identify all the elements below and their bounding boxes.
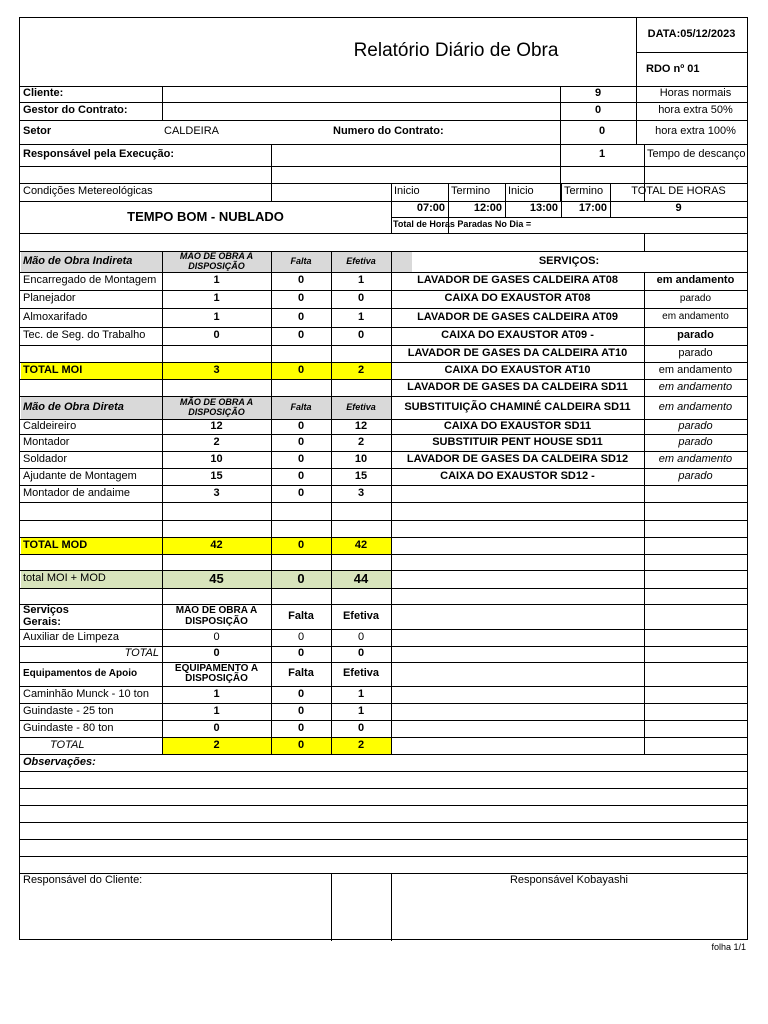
equip-total-label: TOTAL — [50, 738, 85, 751]
time-start1: 07:00 — [416, 202, 445, 215]
mod-row-name: Ajudante de Montagem — [23, 469, 137, 482]
mod-row-name: Montador de andaime — [23, 486, 131, 499]
sg-col-falta: Falta — [288, 609, 314, 622]
moi-total-falta: 0 — [297, 363, 305, 376]
mod-row-name: Soldador — [23, 452, 68, 465]
equip-row-falta: 0 — [297, 687, 305, 700]
weather-value: TEMPO BOM - NUBLADO — [127, 209, 284, 225]
service-name: LAVADOR DE GASES CALDEIRA AT08 — [417, 274, 618, 287]
moi-row-falta: 0 — [297, 292, 305, 305]
moi-row-falta: 0 — [297, 274, 305, 287]
rdo-number: RDO nº 01 — [646, 63, 700, 76]
moi-row-falta: 0 — [297, 310, 305, 323]
end1-label: Termino — [451, 185, 491, 198]
setor-value: CALDEIRA — [164, 125, 220, 138]
equip-row-name: Guindaste - 80 ton — [23, 721, 114, 734]
service-name: LAVADOR DE GASES DA CALDEIRA SD12 — [406, 452, 629, 465]
mod-total-label: TOTAL MOD — [23, 538, 88, 551]
service-name: CAIXA DO EXAUSTOR SD12 - — [440, 469, 595, 482]
moi-row-disp: 1 — [213, 292, 220, 305]
mod-row-efetiva: 10 — [354, 452, 368, 465]
servicos-title: SERVIÇOS: — [538, 254, 600, 267]
service-status: em andamento — [658, 400, 733, 413]
equip-row-efetiva: 0 — [357, 721, 365, 734]
mod-row-falta: 0 — [297, 469, 305, 482]
servicos-gerais-title: Serviços Gerais: — [23, 604, 69, 628]
hours-extra100-value: 0 — [598, 125, 606, 138]
moi-row-name: Encarregado de Montagem — [23, 274, 157, 287]
service-name: SUBSTITUIÇÃO CHAMINÉ CALDEIRA SD11 — [404, 400, 631, 413]
mod-row-name: Caldeireiro — [23, 419, 77, 432]
service-name: CAIXA DO EXAUSTOR SD11 — [443, 419, 592, 432]
mod-row-efetiva: 3 — [357, 486, 365, 499]
equip-col-disp: EQUIPAMENTO A DISPOSIÇÃO — [174, 662, 259, 684]
mod-row-falta: 0 — [297, 486, 305, 499]
sg-col-efetiva: Efetiva — [342, 609, 380, 622]
grand-total-falta: 0 — [297, 571, 305, 587]
grand-total-label: total MOI + MOD — [23, 572, 106, 585]
equip-col-efetiva: Efetiva — [342, 667, 380, 680]
service-status: em andamento — [656, 274, 735, 287]
setor-label: Setor — [23, 125, 52, 138]
equip-total-falta: 0 — [297, 738, 305, 751]
equip-row-name: Guindaste - 25 ton — [23, 704, 114, 717]
moi-col-efetiva: Efetiva — [346, 255, 376, 266]
company-signature-label: Responsável Kobayashi — [509, 874, 629, 887]
sg-total-label: TOTAL — [124, 647, 159, 660]
weather-label: Condições Metereológicas — [23, 185, 153, 198]
mod-row-disp: 10 — [210, 452, 223, 465]
moi-title: Mão de Obra Indireta — [23, 254, 133, 267]
moi-row-efetiva: 0 — [357, 329, 365, 342]
service-name: LAVADOR DE GASES CALDEIRA AT09 — [417, 310, 618, 323]
moi-row-name: Almoxarifado — [23, 310, 88, 323]
equip-total-disp: 2 — [213, 738, 220, 751]
moi-total-disp: 3 — [213, 363, 220, 376]
moi-row-disp: 0 — [213, 329, 220, 342]
client-signature-label: Responsável do Cliente: — [23, 874, 143, 887]
service-name: SUBSTITUIR PENT HOUSE SD11 — [432, 435, 603, 448]
cliente-label: Cliente: — [23, 87, 64, 100]
report-title: Relatório Diário de Obra — [353, 40, 559, 62]
equip-title: Equipamentos de Apoio — [23, 667, 138, 679]
moi-row-falta: 0 — [297, 329, 305, 342]
mod-col-disp: MÃO DE OBRA A DISPOSIÇÃO — [179, 397, 254, 417]
moi-row-efetiva: 1 — [357, 274, 365, 287]
time-end2: 17:00 — [578, 202, 607, 215]
service-name: LAVADOR DE GASES DA CALDEIRA AT10 — [407, 346, 628, 359]
mod-total-efetiva: 42 — [354, 538, 368, 551]
grand-total-disp: 45 — [209, 571, 224, 587]
mod-row-efetiva: 12 — [354, 419, 368, 432]
equip-row-name: Caminhão Munck - 10 ton — [23, 687, 149, 700]
gestor-label: Gestor do Contrato: — [23, 104, 128, 117]
moi-row-disp: 1 — [213, 310, 220, 323]
service-status: em andamento — [658, 452, 733, 465]
service-status: em andamento — [658, 363, 733, 376]
equip-total-efetiva: 2 — [357, 738, 365, 751]
mod-col-falta: Falta — [290, 401, 312, 412]
service-status: parado — [679, 292, 712, 304]
sg-row-disp: 0 — [213, 630, 220, 643]
service-status: parado — [678, 346, 713, 359]
rest-time-value: 1 — [598, 148, 606, 161]
moi-total-label: TOTAL MOI — [23, 363, 83, 376]
mod-row-falta: 0 — [297, 419, 305, 432]
rest-time-label: Tempo de descanço — [647, 148, 746, 161]
total-hours-value: 9 — [675, 202, 682, 215]
hours-extra100-label: hora extra 100% — [655, 125, 736, 138]
mod-col-efetiva: Efetiva — [346, 401, 376, 412]
page-footer: folha 1/1 — [711, 942, 746, 952]
mod-row-disp: 12 — [210, 419, 223, 432]
mod-row-efetiva: 15 — [354, 469, 368, 482]
service-status: parado — [678, 435, 713, 448]
sg-col-disp: MÃO DE OBRA A DISPOSIÇÃO — [175, 605, 258, 627]
moi-row-name: Planejador — [23, 292, 76, 305]
service-name: CAIXA DO EXAUSTOR AT08 — [444, 292, 591, 305]
sg-row-falta: 0 — [297, 630, 305, 643]
sg-row-efetiva: 0 — [357, 630, 365, 643]
moi-col-falta: Falta — [290, 255, 312, 266]
service-name: CAIXA DO EXAUSTOR AT10 — [444, 363, 591, 376]
hours-normal-value: 9 — [594, 87, 602, 100]
equip-row-efetiva: 1 — [357, 704, 365, 717]
equip-row-falta: 0 — [297, 721, 305, 734]
moi-row-name: Tec. de Seg. do Trabalho — [23, 329, 146, 342]
mod-total-disp: 42 — [210, 538, 223, 551]
contrato-label: Numero do Contrato: — [333, 125, 444, 138]
time-end1: 12:00 — [473, 202, 502, 215]
service-status: parado — [678, 469, 713, 482]
observacoes-label: Observações: — [23, 755, 96, 768]
sg-total-falta: 0 — [297, 647, 305, 660]
hours-extra50-value: 0 — [594, 104, 602, 117]
daily-report-sheet — [19, 17, 748, 940]
moi-col-disp: MÃO DE OBRA A DISPOSIÇÃO — [179, 251, 254, 271]
end2-label: Termino — [564, 185, 604, 198]
report-date: DATA:05/12/2023 — [647, 28, 736, 41]
mod-row-falta: 0 — [297, 435, 305, 448]
total-hours-label: TOTAL DE HORAS — [631, 185, 726, 198]
service-status: em andamento — [658, 380, 733, 393]
mod-row-disp: 2 — [213, 435, 220, 448]
hours-normal-label: Horas normais — [659, 87, 732, 100]
mod-row-falta: 0 — [297, 452, 305, 465]
equip-row-disp: 1 — [213, 704, 220, 717]
time-start2: 13:00 — [529, 202, 558, 215]
responsavel-label: Responsável pela Execução: — [23, 148, 175, 161]
sg-row-name: Auxiliar de Limpeza — [23, 630, 119, 643]
mod-total-falta: 0 — [297, 538, 305, 551]
hours-extra50-label: hora extra 50% — [658, 104, 733, 117]
service-status: em andamento — [662, 311, 729, 323]
equip-row-falta: 0 — [297, 704, 305, 717]
equip-row-efetiva: 1 — [357, 687, 365, 700]
mod-title: Mão de Obra Direta — [23, 400, 124, 413]
service-name: CAIXA DO EXAUSTOR AT09 - — [441, 329, 594, 342]
moi-row-efetiva: 1 — [357, 310, 365, 323]
moi-row-disp: 1 — [213, 274, 220, 287]
stopped-hours-label: Total de Horas Paradas No Dia = — [393, 219, 532, 230]
sg-total-disp: 0 — [213, 647, 220, 660]
service-name: LAVADOR DE GASES DA CALDEIRA SD11 — [407, 380, 628, 393]
moi-total-efetiva: 2 — [357, 363, 365, 376]
start2-label: Inicio — [508, 185, 534, 198]
grand-total-efetiva: 44 — [353, 571, 369, 587]
service-status: parado — [678, 419, 713, 432]
mod-row-disp: 15 — [210, 469, 223, 482]
sg-total-efetiva: 0 — [357, 647, 365, 660]
moi-row-efetiva: 0 — [357, 292, 365, 305]
mod-row-name: Montador — [23, 435, 70, 448]
equip-row-disp: 0 — [213, 721, 220, 734]
mod-row-disp: 3 — [213, 486, 220, 499]
start1-label: Inicio — [394, 185, 420, 198]
mod-row-efetiva: 2 — [357, 435, 365, 448]
equip-col-falta: Falta — [288, 667, 314, 680]
service-status: parado — [677, 329, 714, 342]
equip-row-disp: 1 — [213, 687, 220, 700]
